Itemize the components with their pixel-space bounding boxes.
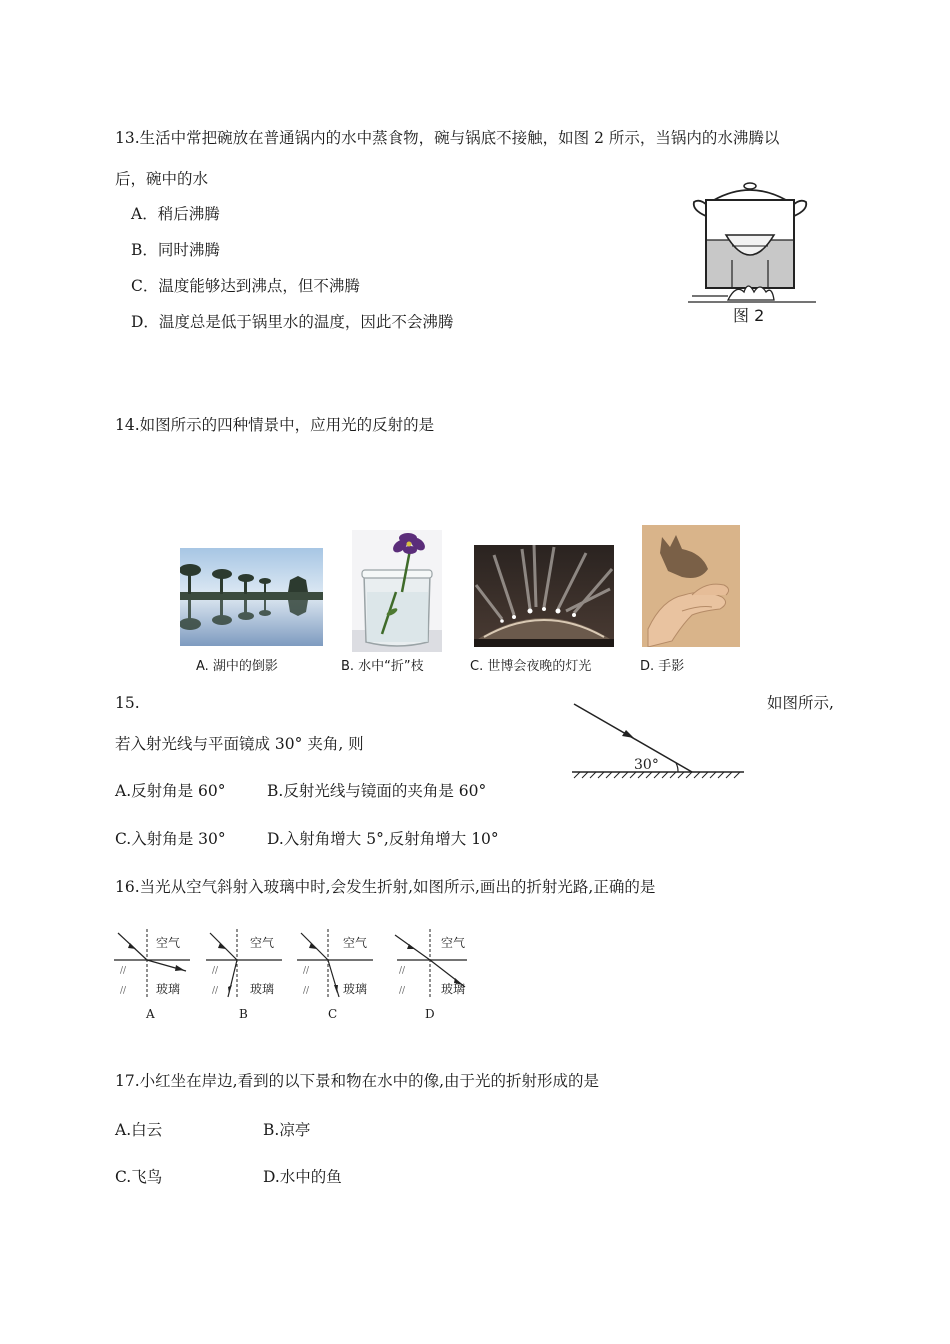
q15-option-a: A.反射角是 60° (115, 782, 226, 800)
q17-option-d: D.水中的鱼 (263, 1168, 342, 1186)
refraction-diagram-a (114, 925, 194, 1000)
q16-label-a: A (146, 1007, 155, 1021)
q16-label-c: C (328, 1007, 338, 1021)
svg-text://: // (120, 966, 127, 976)
refraction-diagram-c (297, 925, 377, 1000)
svg-text://: // (212, 966, 219, 976)
q16-label-d: D (425, 1007, 435, 1021)
svg-text://: // (399, 966, 406, 976)
q14-caption-c: C. 世博会夜晚的灯光 (470, 659, 592, 674)
svg-text:空气: 空气 (250, 936, 275, 950)
svg-text:空气: 空气 (441, 936, 466, 950)
q13-option-d: D．温度总是低于锅里水的温度，因此不会沸腾 (131, 313, 454, 331)
svg-text://: // (212, 986, 219, 996)
refraction-diagram-b (206, 925, 286, 1000)
svg-text:玻璃: 玻璃 (441, 982, 466, 996)
q16-stem: 16.当光从空气斜射入玻璃中时,会发生折射,如图所示,画出的折射光路,正确的是 (115, 878, 656, 896)
q15-angle-label: 30° (634, 757, 659, 773)
q14-caption-a: A. 湖中的倒影 (196, 659, 278, 674)
q16-label-b: B (239, 1007, 248, 1021)
photo-lake-reflection (180, 548, 323, 646)
q15-option-b: B.反射光线与镜面的夹角是 60° (267, 782, 487, 800)
photo-expo-lights (474, 545, 614, 647)
q15-option-d: D.入射角增大 5°,反射角增大 10° (267, 830, 499, 848)
q13-stem-line2: 后，碗中的水 (115, 170, 209, 188)
q13-option-c: C．温度能够达到沸点，但不沸腾 (131, 277, 360, 295)
q14-caption-b: B. 水中“折”枝 (341, 659, 424, 674)
q13-option-a: A．稍后沸腾 (131, 205, 220, 223)
mirror-diagram (568, 702, 748, 780)
q14-stem: 14.如图所示的四种情景中，应用光的反射的是 (115, 416, 435, 434)
svg-text://: // (120, 986, 127, 996)
q15-option-c: C.入射角是 30° (115, 830, 226, 848)
q15-number: 15. (115, 694, 140, 712)
svg-text:玻璃: 玻璃 (343, 982, 368, 996)
svg-text:空气: 空气 (343, 936, 368, 950)
q13-stem-line1: 13.生活中常把碗放在普通锅内的水中蒸食物，碗与锅底不接触，如图 2 所示，当锅内的水沸腾以 (115, 129, 780, 147)
svg-text://: // (303, 986, 310, 996)
q13-figure-caption: 图 2 (733, 306, 765, 325)
svg-text://: // (399, 986, 406, 996)
q15-stem-line2: 若入射光线与平面镜成 30° 夹角, 则 (115, 735, 364, 753)
q17-option-c: C.飞鸟 (115, 1168, 163, 1186)
photo-bent-stem (352, 530, 442, 652)
q17-option-b: B.凉亭 (263, 1121, 311, 1139)
q14-caption-d: D. 手影 (640, 659, 685, 674)
photo-hand-shadow (642, 525, 740, 647)
q15-stem-right: 如图所示, (767, 694, 834, 712)
svg-text:空气: 空气 (156, 936, 181, 950)
q17-option-a: A.白云 (115, 1121, 163, 1139)
q13-option-b: B．同时沸腾 (131, 241, 220, 259)
refraction-diagram-d (391, 925, 471, 1000)
pot-figure (688, 180, 818, 305)
svg-text:玻璃: 玻璃 (250, 982, 275, 996)
svg-text://: // (303, 966, 310, 976)
svg-text:玻璃: 玻璃 (156, 982, 181, 996)
q17-stem: 17.小红坐在岸边,看到的以下景和物在水中的像,由于光的折射形成的是 (115, 1072, 600, 1090)
